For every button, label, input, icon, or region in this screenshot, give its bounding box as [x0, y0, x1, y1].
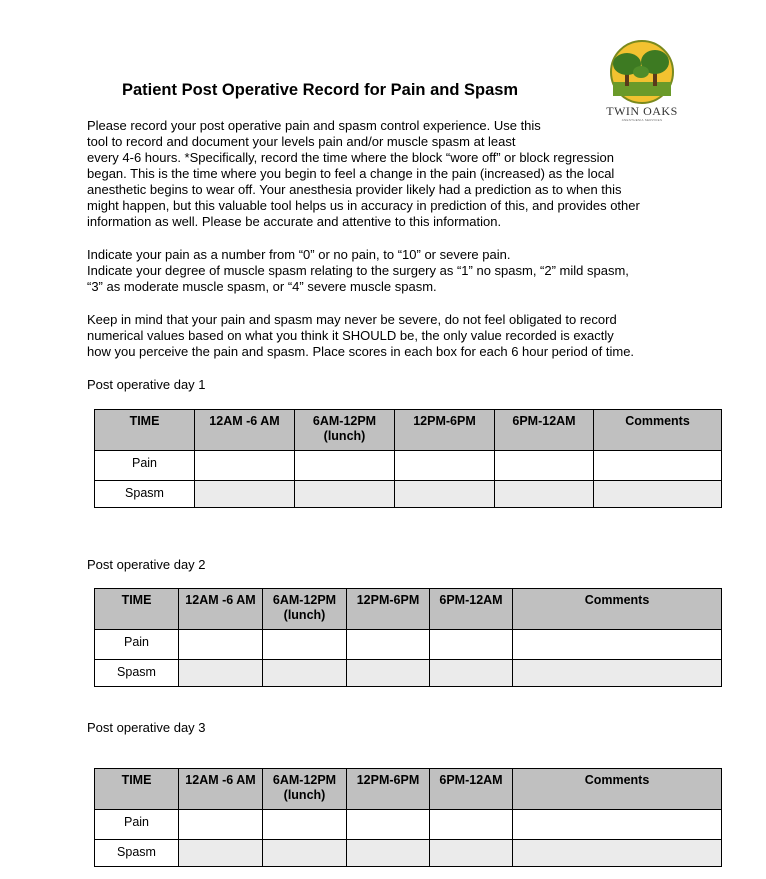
- spasm-cell[interactable]: [495, 481, 594, 508]
- text-line: Please record your post operative pain and spasm control experience. Use this: [87, 118, 541, 133]
- header-12pm-6pm: 12PM-6PM: [347, 769, 430, 810]
- header-12am-6am: 12AM -6 AM: [179, 589, 263, 630]
- oak-tree-logo-icon: [603, 38, 681, 104]
- row-label-spasm: Spasm: [95, 840, 179, 867]
- header-comments: Comments: [513, 589, 722, 630]
- header-time: TIME: [95, 769, 179, 810]
- header-6am-12pm-label: 6AM-12PM: [272, 593, 337, 607]
- pain-cell[interactable]: [430, 630, 513, 660]
- pain-cell[interactable]: [295, 451, 395, 481]
- text-line: tool to record and document your levels pain and/or muscle spasm at least: [87, 134, 516, 149]
- header-12pm-6pm: 12PM-6PM: [395, 410, 495, 451]
- comments-cell[interactable]: [513, 630, 722, 660]
- text-line: Indicate your pain as a number from “0” or no pain, to “10” or severe pain.: [87, 247, 511, 262]
- comments-cell[interactable]: [513, 660, 722, 687]
- header-6am-12pm-label: 6AM-12PM: [312, 414, 377, 428]
- header-12am-6am: 12AM -6 AM: [195, 410, 295, 451]
- row-label-pain: Pain: [95, 630, 179, 660]
- pain-cell[interactable]: [179, 810, 263, 840]
- spasm-cell[interactable]: [179, 840, 263, 867]
- header-time: TIME: [95, 410, 195, 451]
- text-line: every 4-6 hours. *Specifically, record the time where the block “wore off” or block regression: [87, 150, 614, 165]
- text-line: began. This is the time where you begin to feel a change in the pain (increased) as the local: [87, 166, 615, 181]
- pain-cell[interactable]: [430, 810, 513, 840]
- header-lunch-note: (lunch): [283, 608, 326, 622]
- row-label-spasm: Spasm: [95, 660, 179, 687]
- comments-cell[interactable]: [513, 810, 722, 840]
- pain-cell[interactable]: [347, 630, 430, 660]
- scale-paragraph: [87, 247, 629, 295]
- pain-cell[interactable]: [495, 451, 594, 481]
- header-time: TIME: [95, 589, 179, 630]
- pain-cell[interactable]: [263, 810, 347, 840]
- pain-cell[interactable]: [263, 630, 347, 660]
- row-label-spasm: Spasm: [95, 481, 195, 508]
- pain-cell[interactable]: [347, 810, 430, 840]
- text-line: anesthetic begins to wear off. Your anesthesia provider likely had a prediction as to when this: [87, 182, 622, 197]
- header-6pm-12am: 6PM-12AM: [495, 410, 594, 451]
- pain-cell[interactable]: [395, 451, 495, 481]
- spasm-cell[interactable]: [263, 840, 347, 867]
- header-lunch-note: (lunch): [283, 788, 326, 802]
- header-6pm-12am: 6PM-12AM: [430, 589, 513, 630]
- header-6am-12pm-label: 6AM-12PM: [272, 773, 337, 787]
- header-comments: Comments: [513, 769, 722, 810]
- text-line: might happen, but this valuable tool helps us in accuracy in prediction of this, and provides other: [87, 198, 640, 213]
- comments-cell[interactable]: [513, 840, 722, 867]
- header-12pm-6pm: 12PM-6PM: [347, 589, 430, 630]
- text-line: Indicate your degree of muscle spasm relating to the surgery as “1” no spasm, “2” mild spasm,: [87, 263, 629, 278]
- header-6am-12pm: [263, 769, 347, 810]
- spasm-cell[interactable]: [295, 481, 395, 508]
- spasm-cell[interactable]: [195, 481, 295, 508]
- pain-cell[interactable]: [195, 451, 295, 481]
- header-6am-12pm: [295, 410, 395, 451]
- comments-cell[interactable]: [594, 451, 722, 481]
- pain-cell[interactable]: [179, 630, 263, 660]
- spasm-cell[interactable]: [347, 840, 430, 867]
- spasm-cell[interactable]: [430, 660, 513, 687]
- text-line: Keep in mind that your pain and spasm may never be severe, do not feel obligated to record: [87, 312, 617, 327]
- day-3-label: Post operative day 3: [87, 720, 206, 735]
- header-6am-12pm: [263, 589, 347, 630]
- text-line: how you perceive the pain and spasm. Place scores in each box for each 6 hour period of time.: [87, 344, 635, 359]
- header-6pm-12am: 6PM-12AM: [430, 769, 513, 810]
- spasm-cell[interactable]: [347, 660, 430, 687]
- text-line: “3” as moderate muscle spasm, or “4” severe muscle spasm.: [87, 279, 437, 294]
- day-1-table: [94, 409, 722, 508]
- intro-paragraph: [87, 118, 640, 230]
- text-line: numerical values based on what you think it SHOULD be, the only value recorded is exactly: [87, 328, 614, 343]
- row-label-pain: Pain: [95, 451, 195, 481]
- comments-cell[interactable]: [594, 481, 722, 508]
- text-line: information as well. Please be accurate and attentive to this information.: [87, 214, 502, 229]
- note-paragraph: [87, 312, 634, 360]
- logo-tagline: ANESTHESIA SERVICES: [621, 118, 663, 122]
- header-comments: Comments: [594, 410, 722, 451]
- header-12am-6am: 12AM -6 AM: [179, 769, 263, 810]
- spasm-cell[interactable]: [395, 481, 495, 508]
- spasm-cell[interactable]: [430, 840, 513, 867]
- day-1-label: Post operative day 1: [87, 377, 206, 392]
- day-3-table: [94, 768, 722, 867]
- row-label-pain: Pain: [95, 810, 179, 840]
- header-lunch-note: (lunch): [323, 429, 366, 443]
- day-2-table: [94, 588, 722, 687]
- spasm-cell[interactable]: [263, 660, 347, 687]
- page-title: Patient Post Operative Record for Pain and Spasm: [122, 81, 519, 99]
- day-2-label: Post operative day 2: [87, 557, 206, 572]
- logo-name: TWIN OAKS: [606, 104, 678, 118]
- twin-oaks-logo: [603, 38, 681, 128]
- spasm-cell[interactable]: [179, 660, 263, 687]
